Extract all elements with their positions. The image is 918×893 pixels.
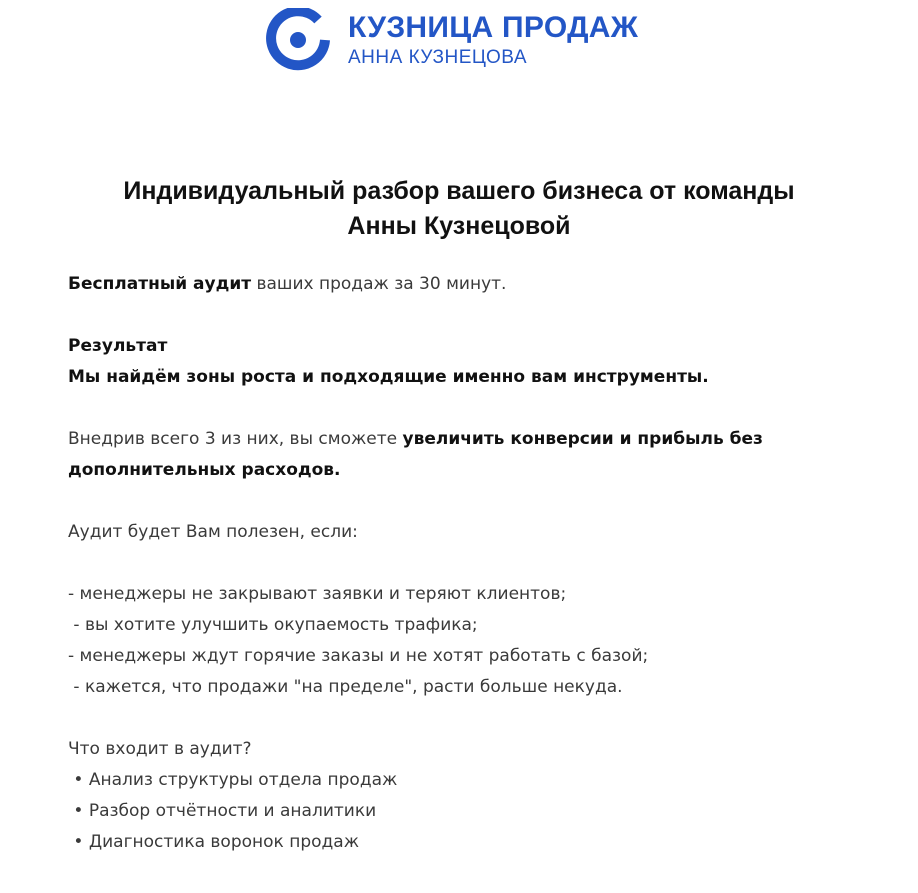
logo-ring-icon bbox=[266, 8, 330, 72]
brand-text bbox=[348, 11, 638, 70]
result-text: Мы найдём зоны роста и подходящие именно вам инструменты. bbox=[68, 367, 709, 387]
spacer bbox=[68, 393, 858, 424]
list-item: • Анализ структуры отдела продаж bbox=[68, 770, 398, 790]
list-item: • Разбор отчётности и аналитики bbox=[68, 801, 377, 821]
spacer bbox=[68, 548, 858, 579]
brand-logo bbox=[266, 6, 638, 74]
page-title-line-1: Индивидуальный разбор вашего бизнеса от команды bbox=[123, 177, 795, 205]
page-title bbox=[40, 174, 878, 244]
intro-bold: Бесплатный аудит bbox=[68, 274, 252, 294]
benefit-bold: увеличить конверсии и прибыль без дополнительных расходов. bbox=[68, 429, 763, 480]
list-item: - менеджеры не закрывают заявки и теряют клиентов; bbox=[68, 584, 567, 604]
page-title-line-2: Анны Кузнецовой bbox=[347, 212, 571, 240]
brand-subtitle: АННА КУЗНЕЦОВА bbox=[348, 46, 528, 68]
spacer bbox=[68, 703, 858, 734]
list-item: - вы хотите улучшить окупаемость трафика; bbox=[68, 615, 478, 635]
benefit-paragraph bbox=[68, 424, 858, 486]
useful-heading: Аудит будет Вам полезен, если: bbox=[68, 522, 358, 542]
list-item: • Диагностика воронок продаж bbox=[68, 832, 360, 852]
intro-paragraph bbox=[68, 269, 858, 300]
spacer bbox=[68, 300, 858, 331]
benefit-lead: Внедрив всего 3 из них, вы сможете bbox=[68, 429, 403, 449]
list-item: - кажется, что продажи "на пределе", расти больше некуда. bbox=[68, 677, 623, 697]
intro-text: ваших продаж за 30 минут. bbox=[251, 274, 507, 294]
brand-title: КУЗНИЦА ПРОДАЖ bbox=[348, 10, 639, 44]
article-body bbox=[68, 269, 858, 858]
spacer bbox=[68, 486, 858, 517]
list-item: - менеджеры ждут горячие заказы и не хотят работать с базой; bbox=[68, 646, 649, 666]
result-heading: Результат bbox=[68, 336, 168, 356]
includes-heading: Что входит в аудит? bbox=[68, 739, 252, 759]
